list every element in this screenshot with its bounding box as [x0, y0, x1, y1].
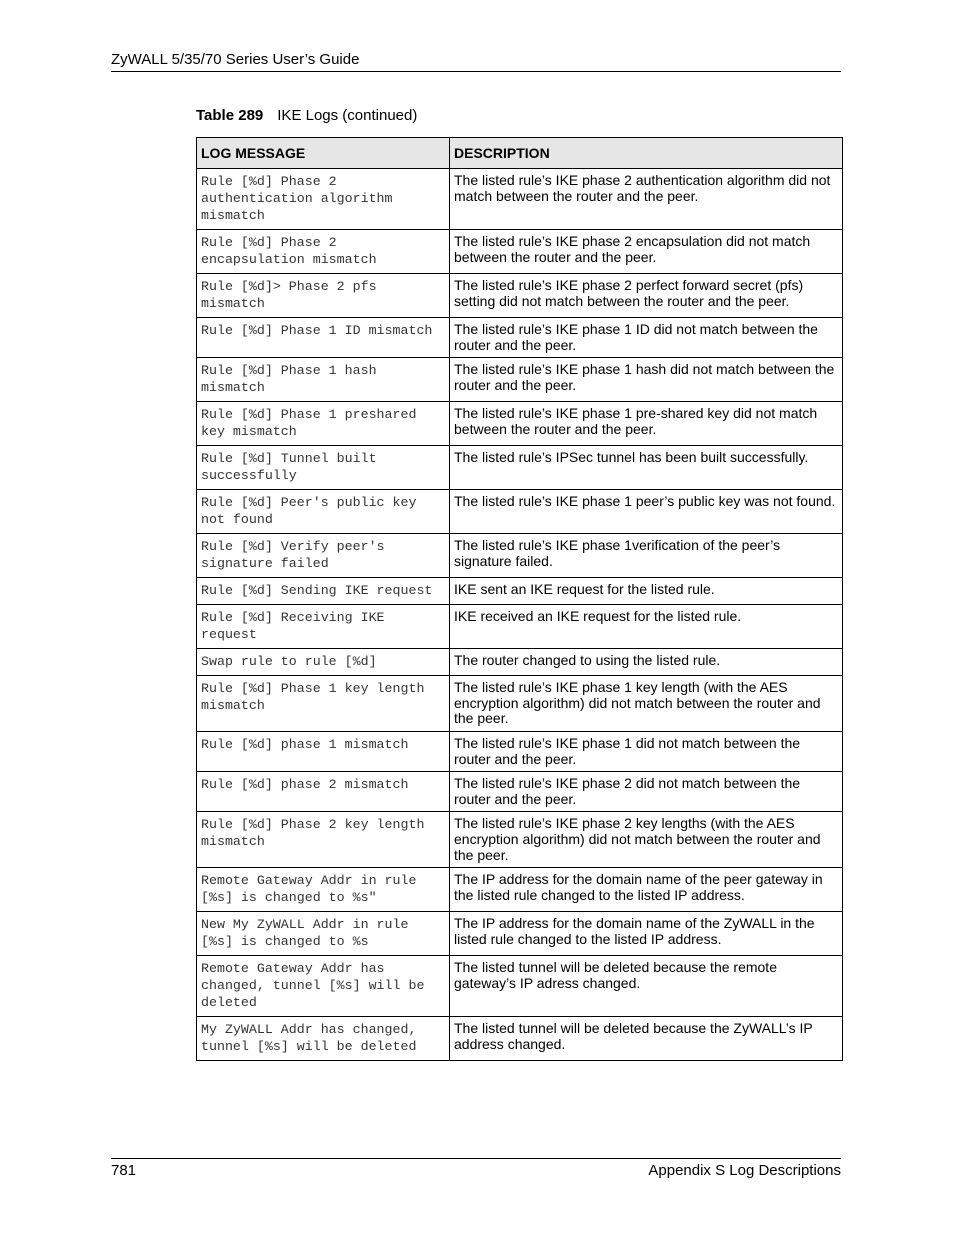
description-cell: The listed rule’s IKE phase 2 key lengths (with the AES encryption algorithm) did not match between the router and the peer.: [450, 812, 843, 868]
description-cell: The listed rule’s IKE phase 1 did not match between the router and the peer.: [450, 731, 843, 771]
table-row: [197, 605, 843, 649]
description-cell: IKE sent an IKE request for the listed rule.: [450, 578, 843, 605]
description-cell: The IP address for the domain name of the peer gateway in the listed rule changed to the listed IP address.: [450, 868, 843, 912]
table-row: [197, 274, 843, 318]
log-message-cell: Rule [%d] Phase 1 key length mismatch: [197, 676, 450, 732]
log-message-cell: Rule [%d] Phase 2 key length mismatch: [197, 812, 450, 868]
table-row: [197, 956, 843, 1017]
log-message-cell: Rule [%d] Phase 2 authentication algorithm mismatch: [197, 169, 450, 230]
table-caption: [196, 107, 417, 125]
description-cell: The listed rule’s IKE phase 1 pre-shared key did not match between the router and the peer.: [450, 402, 843, 446]
description-cell: The listed rule’s IKE phase 1 ID did not match between the router and the peer.: [450, 318, 843, 358]
table-row: [197, 402, 843, 446]
description-cell: The listed rule’s IPSec tunnel has been built successfully.: [450, 446, 843, 490]
ike-logs-table: [196, 137, 843, 1061]
description-cell: The router changed to using the listed rule.: [450, 649, 843, 676]
table-row: [197, 731, 843, 771]
log-message-cell: Rule [%d] Verify peer's signature failed: [197, 534, 450, 578]
table-row: [197, 772, 843, 812]
table-row: [197, 1017, 843, 1061]
table-title: IKE Logs (continued): [277, 107, 418, 124]
table-row: [197, 649, 843, 676]
log-message-cell: Rule [%d] phase 2 mismatch: [197, 772, 450, 812]
description-cell: The listed rule’s IKE phase 1 key length (with the AES encryption algorithm) did not match between the router and the peer.: [450, 676, 843, 732]
table-body: [197, 169, 843, 1061]
log-message-cell: Rule [%d] Phase 1 hash mismatch: [197, 358, 450, 402]
description-cell: The IP address for the domain name of the ZyWALL in the listed rule changed to the listed IP address.: [450, 912, 843, 956]
description-cell: The listed tunnel will be deleted because the ZyWALL’s IP address changed.: [450, 1017, 843, 1061]
page-number: 781: [111, 1162, 137, 1179]
log-message-cell: Rule [%d] Receiving IKE request: [197, 605, 450, 649]
column-header-log-message: LOG MESSAGE: [197, 138, 450, 169]
log-message-cell: Rule [%d] phase 1 mismatch: [197, 731, 450, 771]
table-row: [197, 676, 843, 732]
log-message-cell: Rule [%d] Tunnel built successfully: [197, 446, 450, 490]
column-header-description: DESCRIPTION: [450, 138, 843, 169]
footer-divider: [111, 1158, 841, 1159]
description-cell: The listed rule’s IKE phase 2 perfect forward secret (pfs) setting did not match between the router and the peer.: [450, 274, 843, 318]
table-number: Table 289: [196, 107, 264, 124]
running-header: ZyWALL 5/35/70 Series User’s Guide: [111, 51, 360, 68]
description-cell: The listed rule’s IKE phase 2 did not match between the router and the peer.: [450, 772, 843, 812]
description-cell: The listed tunnel will be deleted because the remote gateway’s IP adress changed.: [450, 956, 843, 1017]
log-message-cell: Rule [%d] Phase 2 encapsulation mismatch: [197, 230, 450, 274]
header-divider: [111, 71, 841, 72]
description-cell: The listed rule’s IKE phase 1 peer’s public key was not found.: [450, 490, 843, 534]
table-row: [197, 169, 843, 230]
log-message-cell: Rule [%d]> Phase 2 pfs mismatch: [197, 274, 450, 318]
table-row: [197, 230, 843, 274]
log-message-cell: Rule [%d] Sending IKE request: [197, 578, 450, 605]
log-message-cell: Swap rule to rule [%d]: [197, 649, 450, 676]
description-cell: The listed rule’s IKE phase 1verification of the peer’s signature failed.: [450, 534, 843, 578]
table-row: [197, 812, 843, 868]
description-cell: The listed rule’s IKE phase 2 authentication algorithm did not match between the router and the peer.: [450, 169, 843, 230]
description-cell: The listed rule’s IKE phase 2 encapsulation did not match between the router and the peer.: [450, 230, 843, 274]
log-message-cell: Rule [%d] Phase 1 ID mismatch: [197, 318, 450, 358]
table-row: [197, 868, 843, 912]
description-cell: The listed rule’s IKE phase 1 hash did not match between the router and the peer.: [450, 358, 843, 402]
description-cell: IKE received an IKE request for the listed rule.: [450, 605, 843, 649]
table-header-row: [197, 138, 843, 169]
log-message-cell: Rule [%d] Peer's public key not found: [197, 490, 450, 534]
table-row: [197, 358, 843, 402]
table-row: [197, 318, 843, 358]
section-title: Appendix S Log Descriptions: [648, 1162, 841, 1179]
table-row: [197, 578, 843, 605]
table-row: [197, 912, 843, 956]
table-row: [197, 490, 843, 534]
log-message-cell: New My ZyWALL Addr in rule [%s] is changed to %s: [197, 912, 450, 956]
table-row: [197, 446, 843, 490]
log-message-cell: My ZyWALL Addr has changed, tunnel [%s] will be deleted: [197, 1017, 450, 1061]
log-message-cell: Remote Gateway Addr in rule [%s] is changed to %s": [197, 868, 450, 912]
log-message-cell: Remote Gateway Addr has changed, tunnel [%s] will be deleted: [197, 956, 450, 1017]
log-message-cell: Rule [%d] Phase 1 preshared key mismatch: [197, 402, 450, 446]
table-row: [197, 534, 843, 578]
